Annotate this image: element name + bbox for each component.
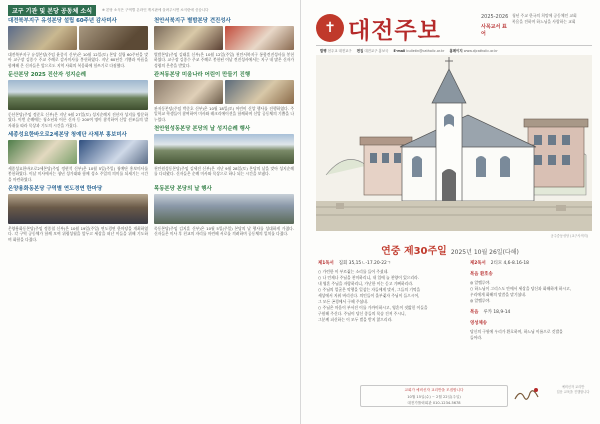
reading-label: 영성체송 [470, 321, 487, 326]
motto-line: 복음을 전하며 하느님을 사랑하는 교회 [512, 19, 576, 24]
liturgical-day [300, 242, 600, 257]
photo-mass [8, 26, 77, 50]
article-text: 대전북부지구 유성본당(주임 윤종식 신부)은 10월 12일(토) 본당 설립 60주년을 맞아 교구장 김종수 주교 주례로 감사미사를 봉헌하였다. 지난 60년간 기쁨과 아픔을 함께해 온 신자들은 앞으로도 지역 사회의 복음화에 힘쓰기로 다짐했다. [8, 52, 148, 68]
article-title: 온양용화동본당 구역별 연도경연 한마당 [8, 186, 103, 192]
psalm-line: ○ 나 언제나 주님을 찬미하리니, 내 입에 늘 찬양이 있으리라. [318, 275, 419, 280]
info-value: 대전교구 홍보국 [364, 49, 389, 53]
reading-ref: 집회 35,15ㄴ-17.20-22ㄱ [338, 261, 392, 266]
article [154, 185, 294, 242]
photo-children-2 [225, 80, 294, 104]
reading-header [470, 309, 590, 315]
signature-mark [512, 385, 542, 405]
reading-header [470, 271, 590, 277]
cover-page [300, 0, 600, 424]
sunday-date: 2025년 10월 26일(다해) [450, 249, 519, 256]
info-label: 편집 [356, 49, 364, 53]
news-column-left [8, 17, 148, 245]
stamp-line: 입문 교육을 진행합니다 [556, 390, 590, 394]
stamp-note [554, 385, 592, 395]
psalm-line: ○ 주님은 마음이 부서진 이를 가까이하시고, 영혼이 짓밟힌 이들을 [318, 305, 428, 310]
reading-label: 제1독서 [318, 261, 334, 266]
photo-bishop [225, 26, 294, 50]
info-value: bulletin@catholic.or.kr [406, 49, 445, 53]
readings-left [318, 260, 460, 341]
news-columns [8, 17, 294, 245]
photo-choir [8, 140, 77, 164]
article-text: 천안원성동본당(주임 김세진 신부)은 지난 9월 28일(토) 본당의 날을 맞아 성지순례를 다녀왔다. 신자들은 순례 미사와 묵상으로 하나 되는 시간을 보냈다. [154, 166, 294, 177]
reading-label: 복음 환호송 [470, 272, 493, 277]
notice-line: 10월 15일(수) ~ 2월 22일(주일) [407, 394, 461, 399]
article [154, 125, 294, 182]
psalm-line: 구원해 주신다. 주님이 당신 종들의 목숨 건져 주시니, [318, 311, 406, 316]
article-photos [8, 80, 148, 110]
readings [318, 260, 590, 341]
readings-right [470, 260, 590, 341]
article-photos [8, 140, 148, 164]
article-text: 둔산본당(주임 정준호 신부)은 지난 9월 27일(토) 성지순례지 진산자 성지를 방문하였다. 이번 순례에는 청소년과 어른 신자 등 200여 명이 참석하여 신앙 선조들의 발자취를 따라 묵상과 기도의 시간을 가졌다. [8, 112, 148, 128]
news-section-tag: 교구 기관 및 본당 공동체 소식 [8, 5, 96, 16]
photo-confirmation [154, 26, 223, 50]
info-label: 홈페이지 [449, 49, 463, 53]
sunday-label: 연중 제30주일 [381, 246, 447, 257]
psalm-line: 그 모든 곤경에서 구해 주셨네. [318, 299, 369, 304]
info-label: 발행 [320, 49, 327, 53]
article [8, 185, 148, 242]
article [8, 17, 148, 68]
reading-label: 복음 [470, 310, 479, 315]
photo-parish-group [154, 134, 294, 164]
reading-header [318, 260, 460, 266]
article-title: 천안서북지구 별밤본당 견진성사 [154, 18, 231, 24]
article-title: 둔산본당 2025 진산자 성지순례 [8, 72, 86, 78]
article-title: 천안원성동본당 본당의 날 성지순례 행사 [154, 126, 251, 132]
info-label: E-mail [393, 49, 406, 53]
pastoral-motto [512, 13, 594, 25]
info-value: 천주교 대전교구 [327, 49, 352, 53]
article [8, 71, 148, 128]
article [154, 17, 294, 68]
article-title: 관저동본당 미움나라 어린이 만들기 진행 [154, 72, 251, 78]
photo-caption: 공주중동성당 (교구사적지) [550, 234, 588, 238]
info-value: www.djcatholic.or.kr [463, 49, 498, 53]
diocese-logo-icon: ✝ [316, 14, 344, 42]
photo-contest-hall [8, 194, 148, 224]
article-text: 세종성요한바오로2세본당(주임 정현석 신부)은 10월 5일(주일) 청예단 홍보미사를 봉헌하였다. 이날 미사에서는 청년 성가대와 함께 성소 주일의 의미를 되새기는 시간을 마련하였다. [8, 166, 148, 182]
reading-ref: 루카 18,9-14 [483, 310, 511, 315]
acclamation-line: ◎ 알렐루야. [470, 280, 491, 285]
article [8, 131, 148, 182]
reading-ref: 2티모 4,6-8.16-18 [490, 261, 529, 266]
pastoral-year: 2025-2026 [481, 14, 509, 20]
article-photos [8, 194, 148, 224]
reading-header [470, 260, 590, 266]
article-text: 온양용화동본당(주임 정종철 신부)은 10월 19일(주일) 연도경연 한마당을 개최하였다. 각 구역 공동체가 함께 모여 위령성월을 앞두고 세상을 떠난 이들을 위해 기도하며 화합을 다졌다. [8, 226, 148, 242]
year-block [481, 14, 509, 37]
article-photos [154, 134, 294, 164]
article [154, 71, 294, 122]
psalm-line: ○ 주님의 얼굴은 악행을 일삼는 자들에게 맞서, 그들의 기억을 [318, 287, 421, 292]
reading-label: 제2독서 [470, 261, 486, 266]
communion-line: 당신의 구원에 우리가 환호하며, 하느님 이름으로 깃발을 [470, 329, 563, 334]
article-text: 별밤본당(주임 김태훈 신부)은 10월 12일(주일) 천안서북지구 통합견진성사를 봉헌하였다. 교구장 김종수 주교 주례로 봉헌된 이날 견진성사에서는 지구 내 많은 신자가 성령의 은총을 받았다. [154, 52, 294, 68]
acclamation-line: ○ 하느님이 그리스도 안에서 세상을 당신과 화해하게 하시고, [470, 286, 571, 291]
article-title: 대전북부지구 유성본당 설립 60주년 감사미사 [8, 18, 117, 24]
article-text: 목동본당(주임 김지훈 신부)은 10월 5일(주일) 본당의 날 행사를 성대하게 가졌다. 신자들은 미사 후 친교의 자리를 마련해 서로를 격려하며 공동체의 일치를 다졌다. [154, 226, 294, 237]
notice-line: 교회가 예비신자 교리반을 모집합니다 [404, 388, 464, 392]
article-title: 목동본당 본당의 날 행사 [154, 186, 212, 192]
photo-presentation [79, 140, 148, 164]
acclamation-line: ◎ 알렐루야. [470, 298, 491, 303]
notice-line: 대전가톨릭회관 010-1234-5678 [407, 401, 461, 405]
article-photos [154, 26, 294, 50]
pastoral-year-sub: 사목교서 표어 [481, 24, 507, 37]
psalm-line: 내 영혼 주님을 자랑하리니, 가난한 이는 듣고 기뻐하리라. [318, 281, 414, 286]
news-header [8, 4, 292, 16]
article-title: 세종성요한바오로2세본당 청예단 사제부 홍보미사 [8, 132, 127, 138]
psalm-line: 세상에서 지워 버리신다. 의인들이 울부짖자 주님이 들으시어, [318, 293, 420, 298]
photo-altar [79, 26, 148, 50]
motto-line: 청년 주교 한국의 희망에 공동체인 교회 [512, 13, 577, 18]
photo-festival [154, 194, 294, 224]
article-photos [154, 80, 294, 104]
psalm-line: 그분께 피신하는 이 모두 벌을 받지 않으리라. [318, 317, 393, 322]
article-photos [154, 194, 294, 224]
photo-pilgrimage-group [8, 80, 148, 110]
stamp-line: 예비신자 교리반 [561, 385, 585, 389]
notice-box [360, 385, 508, 407]
news-column-right [154, 17, 294, 245]
psalm-line: ○ 가련한 이 부르짖는 소리를 들어 주셨네. [318, 269, 389, 274]
news-header-note: ※ 본당 소식은 구역별 온라인 게시판에 올려주시면 소식란에 싣습니다 [102, 7, 209, 12]
bulletin-title: 대전주보 [348, 18, 441, 44]
article-text: 관저동본당(주임 박준호 신부)은 10월 18일(토) 어린이 신앙 행사를 진행하였다. 주일학교 학생들이 참여하여 미사와 레크리에이션을 함께하며 신앙 공동체의 기쁨을 나누었다. [154, 106, 294, 122]
photo-children-1 [154, 80, 223, 104]
reading-header [470, 320, 590, 326]
acclamation-line: 우리에게 화해의 말씀을 맡기셨네. [470, 292, 527, 297]
church-illustration [316, 55, 592, 231]
communion-line: 들어라. [470, 335, 483, 340]
article-photos [8, 26, 148, 50]
